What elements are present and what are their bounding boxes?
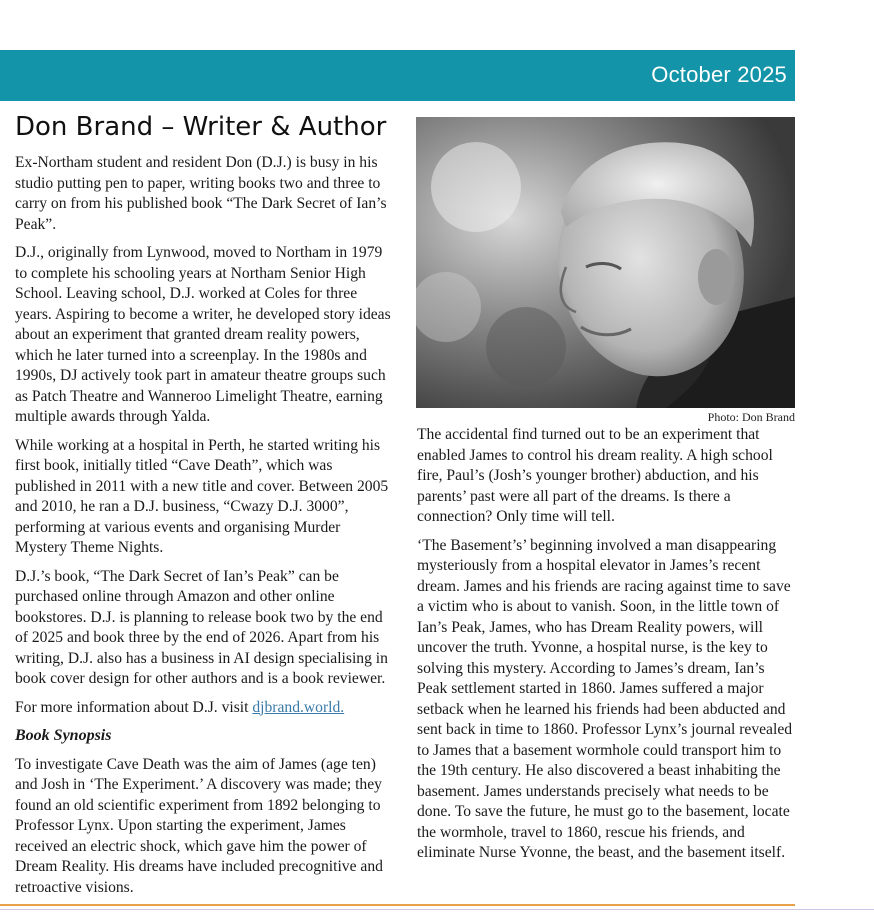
paragraph: ‘The Basement’s’ beginning involved a man disappearing mysteriously from a hospital elevator in James’s recent dream. James and his friends are racing against time to save a victim who is about to vanish. Soon, in the little town of Ian’s Peak, James, who has Dream Reality powers, will uncover the truth. Yvonne, a hospital nurse, is the key to solving this mystery. According to James’s dream, Ian’s Peak settlement started in 1860. James suffered a major setback when he learned his friends had been abducted and sent back in time to 1860. Professor Lynx’s journal revealed to James that a basement wormhole could transport him to the 19th century. He also discovered a beast inhabiting the basement. James understands precisely what needs to be done. To save the future, he must go to the basement, locate the wormhole, travel to 1860, rescue his friends, and eliminate Nurse Yvonne, the beast, and the basement itself. <box>417 536 793 861</box>
author-photo <box>416 117 795 408</box>
issue-date: October 2025 <box>651 62 787 87</box>
author-portrait-image <box>416 117 795 408</box>
page-edge-rule <box>0 909 874 910</box>
paragraph: The accidental find turned out to be an experiment that enabled James to control his dream reality. A high school fire, Paul’s (Josh’s younger brother) abduction, and his parents’ past were all part of the dreams. Is there a connection? Only time will tell. <box>417 426 773 525</box>
right-column <box>417 425 797 872</box>
synopsis-heading: Book Synopsis <box>15 727 112 744</box>
header-bar <box>0 50 795 101</box>
paragraph: Ex-Northam student and resident Don (D.J.) is busy in his studio putting pen to paper, writing books two and three to carry on from his published book “The Dark Secret of Ian’s Peak”. <box>15 154 387 233</box>
photo-caption: Photo: Don Brand <box>707 410 795 424</box>
website-link[interactable]: djbrand.world. <box>252 698 345 716</box>
synopsis-paragraph: To investigate Cave Death was the aim of James (age ten) and Josh in ‘The Experiment.’ A discovery was made; they found an old scientific experiment from 1892 belonging to Professor Lynx. Upon starting the experiment, James received an electric shock, which gave him the power of Dream Reality. His dreams have included precognitive and retroactive visions. <box>15 755 383 896</box>
left-column <box>15 153 395 906</box>
more-info-text: For more information about D.J. visit <box>15 698 253 716</box>
paragraph: D.J.’s book, “The Dark Secret of Ian’s Peak” can be purchased online through Amazon and other online bookstores. D.J. is planning to release book two by the end of 2025 and book three by the end of 2026. Apart from his writing, D.J. also has a business in AI design specialising in book cover design for other authors and is a book reviewer. <box>15 567 388 687</box>
paragraph: D.J., originally from Lynwood, moved to Northam in 1979 to complete his schooling years at Northam Senior High School. Leaving school, D.J. worked at Coles for three years. Aspiring to become a writer, he developed story ideas about an experiment that granted dream reality powers, which he later turned into a screenplay. In the 1980s and 1990s, DJ actively took part in amateur theatre groups such as Patch Theatre and Wanneroo Limelight Theatre, earning multiple awards through Yalda. <box>15 244 391 425</box>
paragraph: While working at a hospital in Perth, he started writing his first book, initially titled “Cave Death”, which was published in 2011 with a new title and cover. Between 2005 and 2010, he ran a D.J. business, “Cwazy D.J. 3000”, performing at various events and organising Murder Mystery Theme Nights. <box>15 436 389 556</box>
footer-rule <box>0 904 795 906</box>
more-info-line <box>15 698 395 719</box>
article-title: Don Brand – Writer & Author <box>15 112 387 142</box>
